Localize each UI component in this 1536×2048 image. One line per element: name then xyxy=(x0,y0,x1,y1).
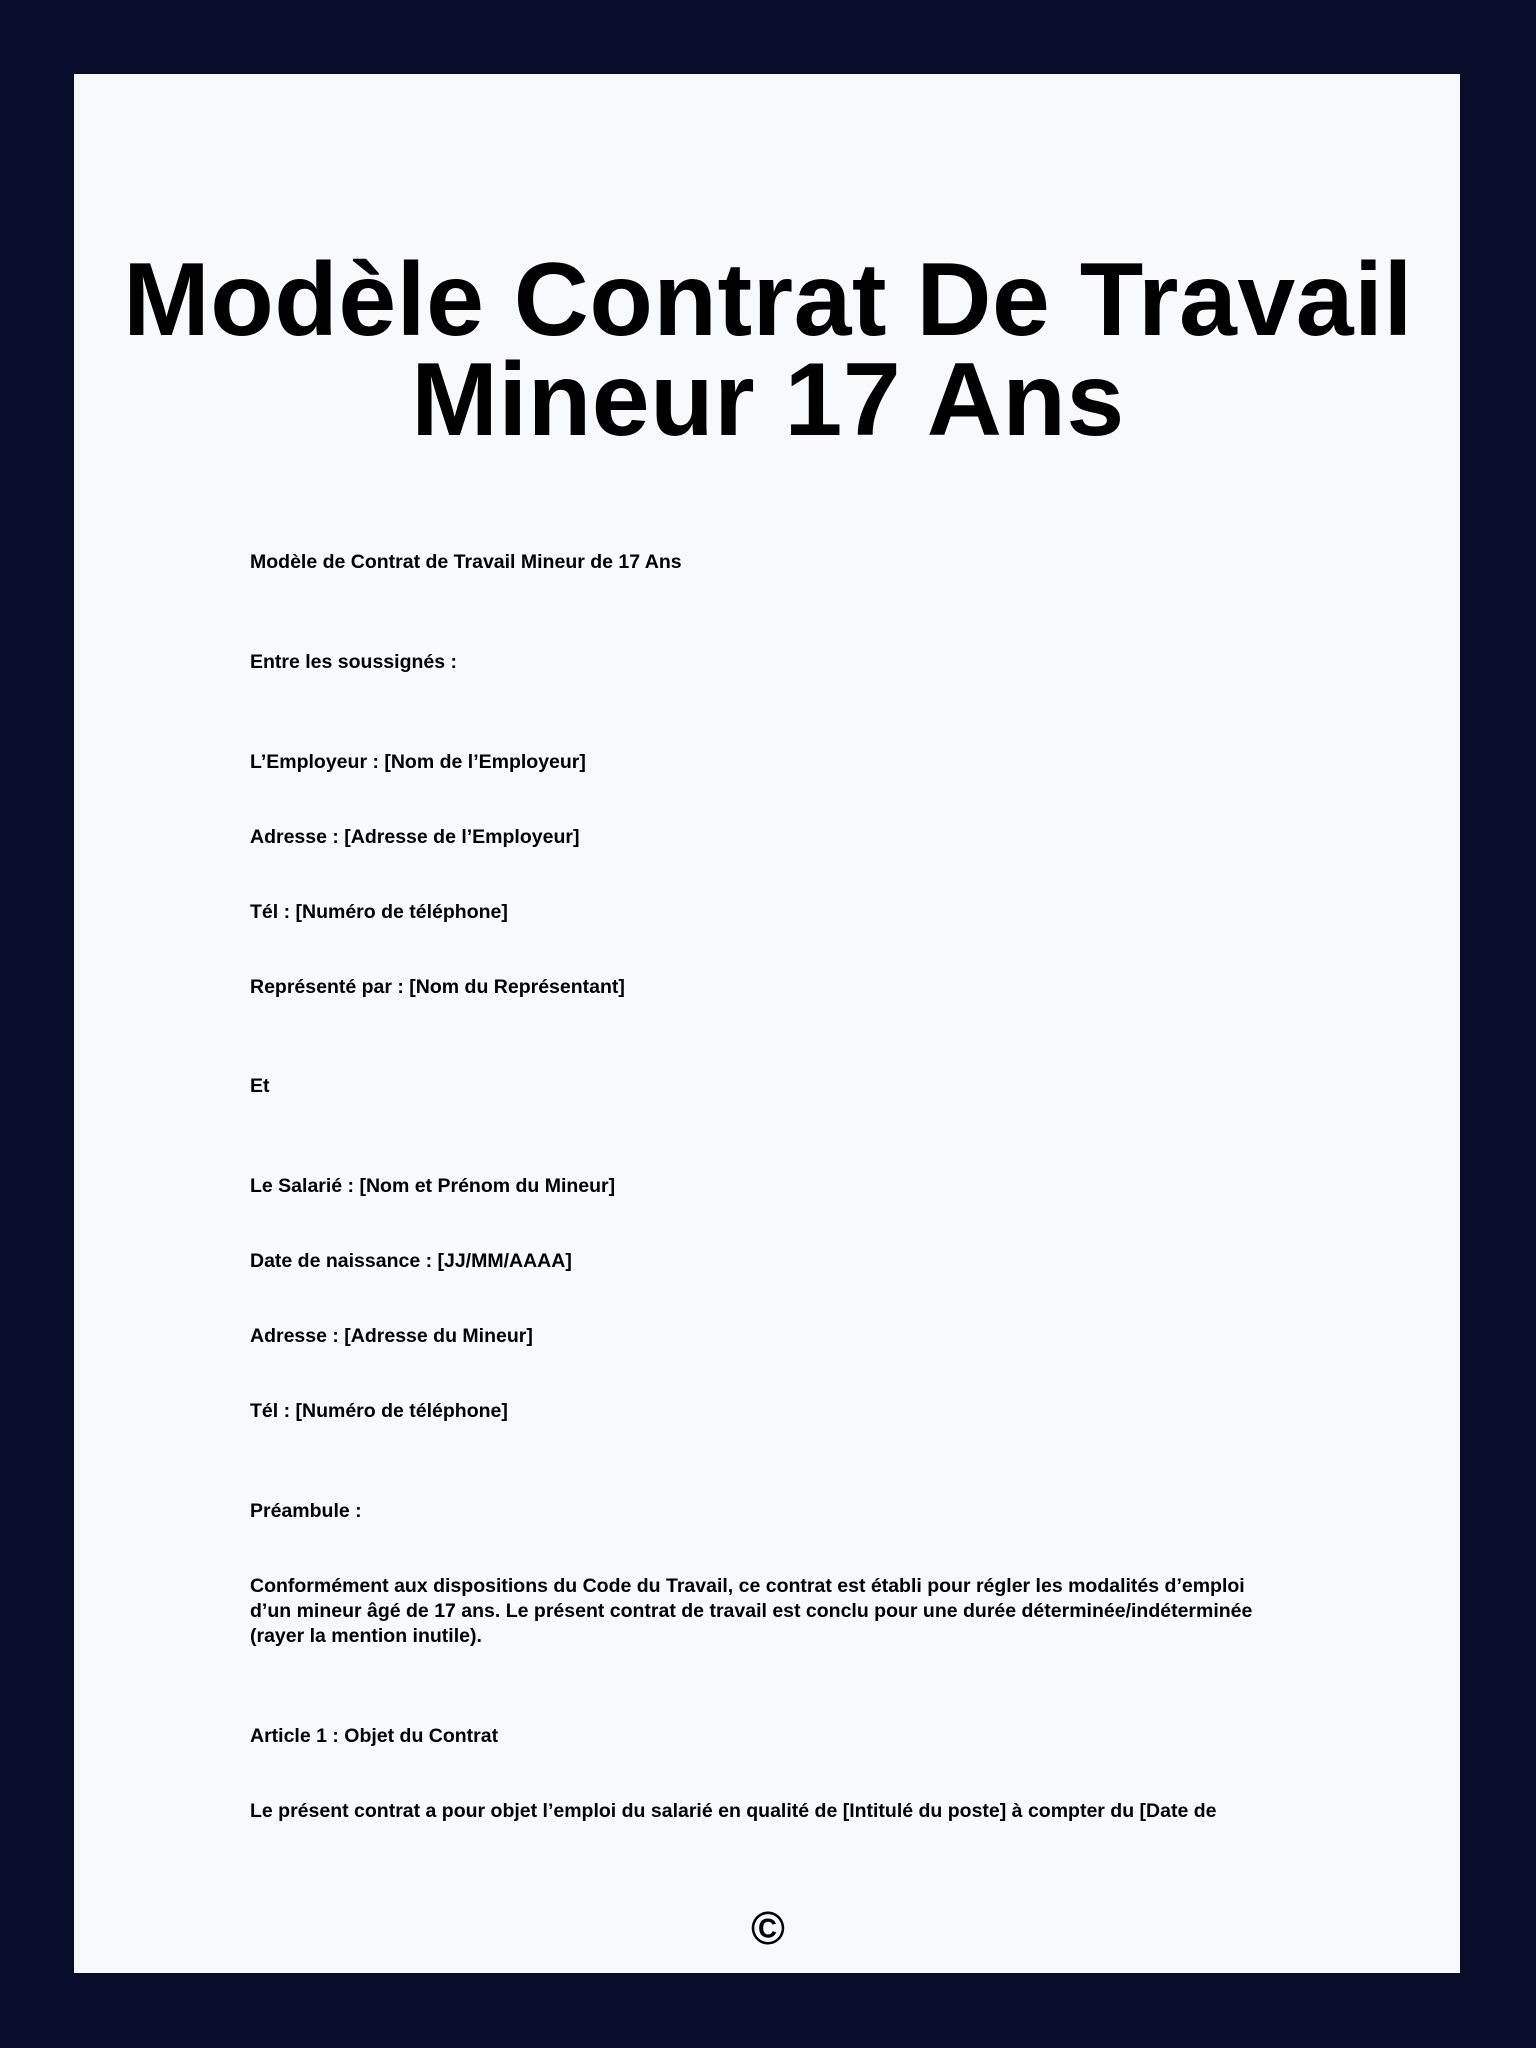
employer-address: Adresse : [Adresse de l’Employeur] xyxy=(250,826,580,848)
document-heading: Modèle de Contrat de Travail Mineur de 17 Ans xyxy=(250,551,682,573)
title-line-1: Modèle Contrat De Travail xyxy=(123,242,1413,358)
preamble-heading: Préambule : xyxy=(250,1500,362,1522)
document-title xyxy=(0,242,1536,458)
preamble-text: Conformément aux dispositions du Code du Travail, ce contrat est établi pour régler les modalités d’emploi d’un mineur âgé de 17 ans. Le présent contrat de travail est conclu pour une durée déterminée/indéterminée (rayer la mention inutile). xyxy=(250,1575,1253,1647)
and-separator: Et xyxy=(250,1075,270,1097)
employer-name: L’Employeur : [Nom de l’Employeur] xyxy=(250,751,586,773)
employee-phone: Tél : [Numéro de téléphone] xyxy=(250,1400,508,1422)
article-1-heading: Article 1 : Objet du Contrat xyxy=(250,1725,499,1747)
employee-address: Adresse : [Adresse du Mineur] xyxy=(250,1325,533,1347)
copyright-icon: © xyxy=(751,1902,785,1954)
article-1-text: Le présent contrat a pour objet l’emploi du salarié en qualité de [Intitulé du poste] à compter du [Date de xyxy=(250,1800,1217,1822)
employer-representative: Représenté par : [Nom du Représentant] xyxy=(250,976,625,998)
employee-birthdate: Date de naissance : [JJ/MM/AAAA] xyxy=(250,1250,572,1272)
title-line-2: Mineur 17 Ans xyxy=(411,342,1125,458)
employer-phone: Tél : [Numéro de téléphone] xyxy=(250,901,508,923)
parties-intro: Entre les soussignés : xyxy=(250,651,457,673)
employee-name: Le Salarié : [Nom et Prénom du Mineur] xyxy=(250,1175,616,1197)
